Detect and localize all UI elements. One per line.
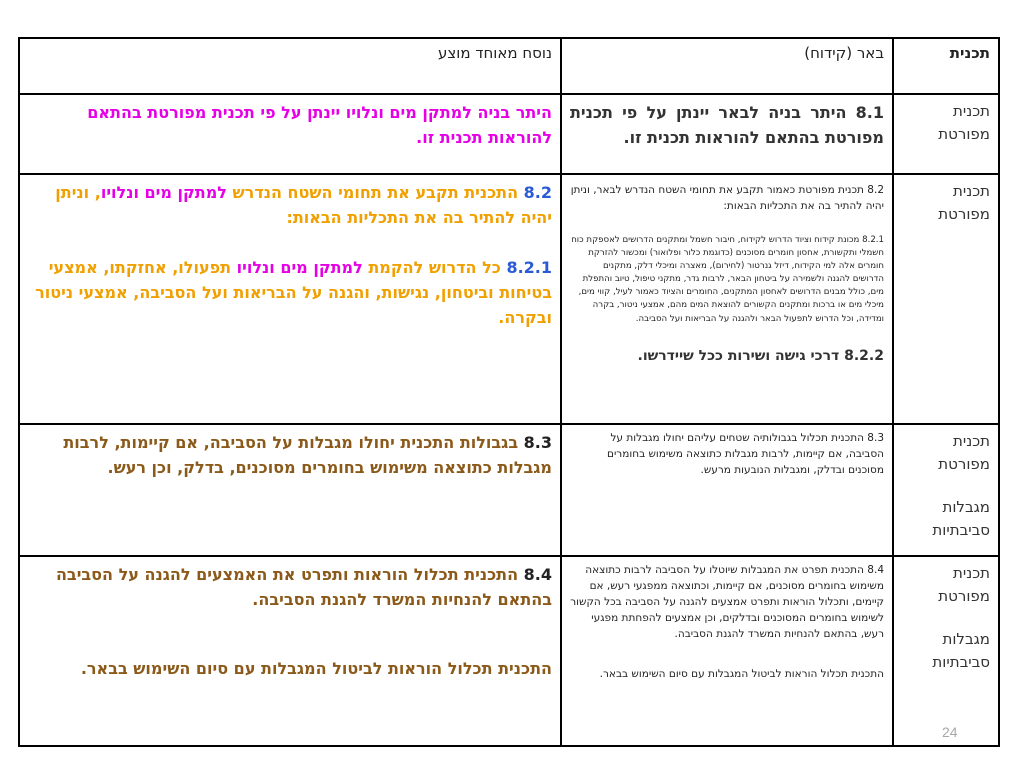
row-label: תכנית מפורטת xyxy=(893,94,999,174)
header-well: באר (קידוח) xyxy=(561,38,893,94)
row-label: תכנית מפורטת מגבלות סביבתיות xyxy=(893,556,999,746)
table-row xyxy=(19,424,999,556)
row-label: תכנית מפורטת מגבלות סביבתיות xyxy=(893,424,999,556)
table-row xyxy=(19,174,999,424)
well-cell: 8.2 תכנית מפורטת כאמור תקבע את תחומי השטח הנדרש לבאר, וניתן יהיה להתיר בה את התכליות הבאות: 8.2.1 מכונת קידוח וציוד הדרוש לקידוח, חיבור חשמל ומתקנים הדרושים לאספקת כוח חשמלי ותקשורת, אחסון חומרים מסוכנים (כדוגמת כלור ופלואור) ומכשור להזרקת חומרים אלה למי הקידוח, דיזל גנרטור (לחירום), מאצרה ומיכלי דלק, מתקנים הדרושים להגנה ולשמירה על ביטחון הבאר, לרבות גדר, מתקני טיפול, טיוב והתפלת מים, כולל מבנים הדרושים לאחסון המתקנים, החומרים והציוד כאמור לעיל, קווי מים, מיכלי מים או ברכות ומתקנים הקשורים להוצאת המים מהם, אמצעי ניטור, בקרה ומדידה, וכל הדרוש לתפעול הבאר ולהגנה על הבריאות ועל הסביבה. 8.2.2 דרכי גישה ושירות ככל שיידרשו. xyxy=(561,174,893,424)
header-unified: נוסח מאוחד מוצע xyxy=(19,38,561,94)
header-row xyxy=(19,38,999,94)
page-number: 24 xyxy=(942,724,958,740)
unified-cell: היתר בניה למתקן מים ונלויו יינתן על פי תכנית מפורטת בהתאם להוראות תכנית זו. xyxy=(19,94,561,174)
table-row xyxy=(19,94,999,174)
well-cell: 8.1 היתר בניה לבאר יינתן על פי תכנית מפורטת בהתאם להוראות תכנית זו. xyxy=(561,94,893,174)
unified-cell: 8.3 בגבולות התכנית יחולו מגבלות על הסביבה, אם קיימות, לרבות מגבלות כתוצאה משימוש בחומרים מסוכנים, בדלק, וכן רעש. xyxy=(19,424,561,556)
well-cell: 8.4 התכנית תפרט את המגבלות שיוטלו על הסביבה לרבות כתוצאה משימוש בחומרים מסוכנים, אם קיימות, וכתוצאה ממפגעי רעש, אם קיימים, ותכלול הוראות ותפרט אמצעים להגנה על הסביבה בכל הקשור לשימוש בחומרים המסוכנים ובדלקים, וכן אמצעים להפחתת מפגעי רעש, בהתאם להנחיות המשרד להגנת הסביבה. התכנית תכלול הוראות לביטול המגבלות עם סיום השימוש בבאר. xyxy=(561,556,893,746)
row-label: תכנית מפורטת xyxy=(893,174,999,424)
header-plan: תכנית xyxy=(893,38,999,94)
unified-cell: 8.2 התכנית תקבע את תחומי השטח הנדרש למתקן מים ונלויו, וניתן יהיה להתיר בה את התכליות הבאות: 8.2.1 כל הדרוש להקמת למתקן מים ונלויו תפעולו, אחזקתו, אמצעי בטיחות וביטחון, נגישות, והגנה על הבריאות ועל הסביבה, אמצעי ניטור ובקרה. xyxy=(19,174,561,424)
unified-cell: 8.4 התכנית תכלול הוראות ותפרט את האמצעים להגנה על הסביבה בהתאם להנחיות המשרד להגנת הסביבה. התכנית תכלול הוראות לביטול המגבלות עם סיום השימוש בבאר. xyxy=(19,556,561,746)
comparison-table xyxy=(18,37,1000,747)
well-cell: 8.3 התכנית תכלול בגבולותיה שטחים עליהם יחולו מגבלות על הסביבה, אם קיימות, לרבות מגבלות כתוצאה משימוש בחומרים מסוכנים ובדלק, ומגבלות הנובעות מרעש. xyxy=(561,424,893,556)
table-row xyxy=(19,556,999,746)
